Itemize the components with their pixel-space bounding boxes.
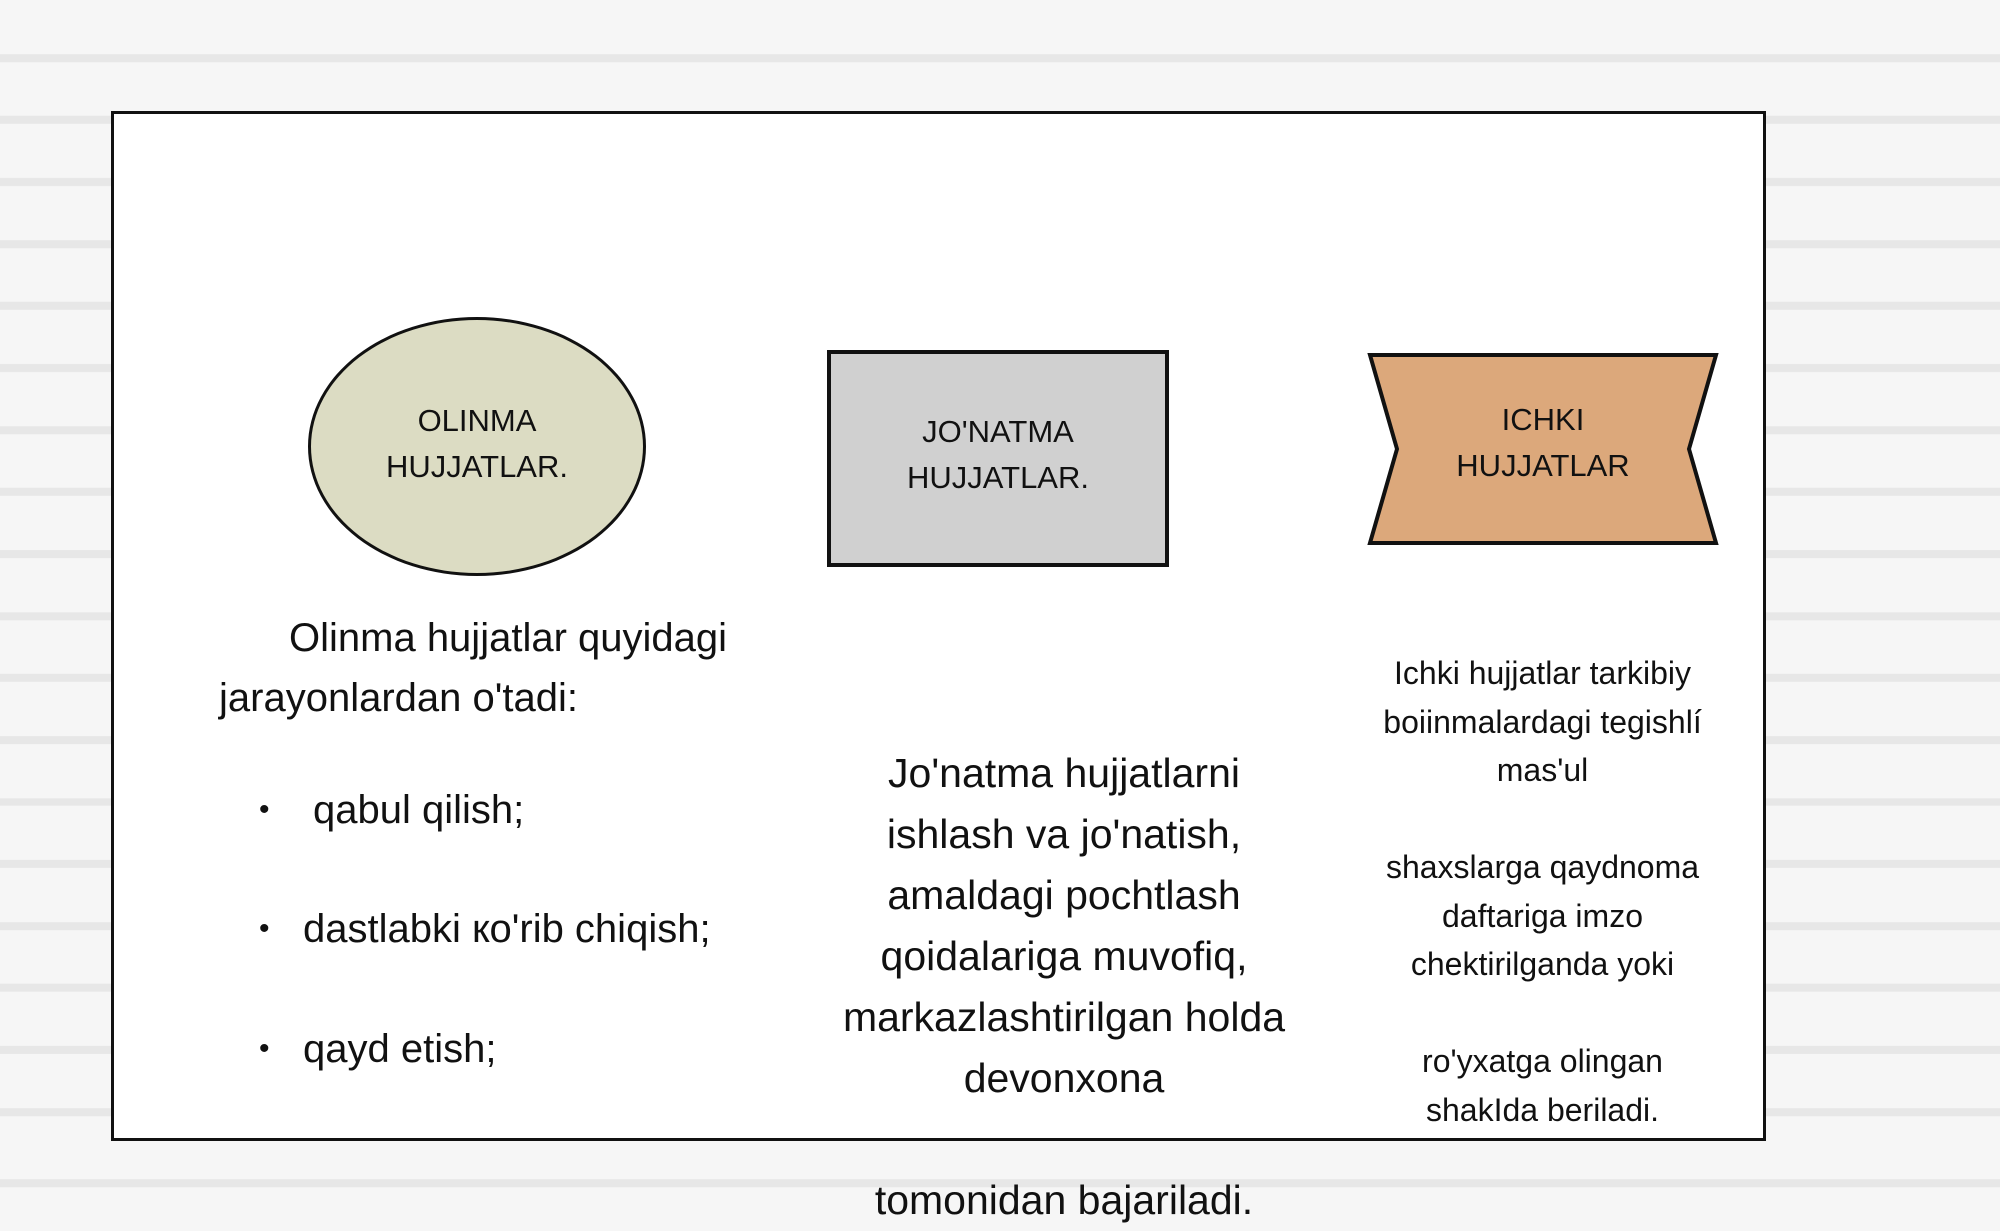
jonatma-line: markazlashtirilgan holda xyxy=(842,994,1286,1040)
jonatma-line: qoidalariga muvofiq, xyxy=(880,933,1248,979)
ichki-line: shaxslarga qaydnoma xyxy=(1385,849,1700,885)
list-item xyxy=(259,780,524,840)
list-item xyxy=(259,1019,496,1079)
ichki-line: ro'yxatga olingan xyxy=(1422,1043,1663,1079)
ichki-line-gap xyxy=(1345,795,1740,844)
olinma-ellipse-shape xyxy=(308,317,646,576)
bullet-dot-icon: • xyxy=(259,912,270,945)
ichki-description xyxy=(1345,649,1740,1134)
ichki-line: mas'ul xyxy=(1496,752,1589,788)
ichki-line: daftariga imzo xyxy=(1442,897,1643,934)
ichki-flag-shape xyxy=(1367,352,1719,546)
bullet-text: qayd etish; xyxy=(303,1027,497,1071)
jonatma-line: Jo'natma hujjatlarni xyxy=(888,750,1240,796)
olinma-intro-text: Olinma hujjatlar quyidagi jarayonlardan o'tadi: xyxy=(219,616,728,720)
ichki-shape-label: ICHKI HUJJATLAR xyxy=(1456,402,1630,483)
ichki-line: chektirilganda yoki xyxy=(1410,946,1675,982)
jonatma-shape-label: JO'NATMA HUJJATLAR. xyxy=(906,414,1089,495)
bullet-dot-icon: • xyxy=(259,793,270,826)
jonatma-line-gap xyxy=(794,1109,1334,1170)
ichki-line: boiinmalardagi tegishlí xyxy=(1383,703,1702,740)
bullet-dot-icon: • xyxy=(259,1032,270,1065)
ichki-line-gap xyxy=(1345,989,1740,1038)
ichki-line: Ichki hujjatlar tarkibiy xyxy=(1394,655,1691,691)
jonatma-rectangle-shape xyxy=(827,350,1169,567)
jonatma-description xyxy=(794,743,1334,1231)
jonatma-line: tomonidan bajariladi. xyxy=(874,1177,1254,1223)
jonatma-line: amaldagi pochtlash xyxy=(887,872,1241,918)
bullet-text: qabul qilish; xyxy=(313,788,525,832)
ichki-line: shakIda beriladi. xyxy=(1425,1091,1660,1128)
jonatma-line: devonxona xyxy=(963,1055,1165,1101)
slide-frame xyxy=(111,111,1766,1223)
list-item xyxy=(259,899,711,959)
bullet-text: dastlabki кo'rib chiqish; xyxy=(303,907,711,951)
jonatma-line: ishlash va jo'natish, xyxy=(886,811,1242,857)
olinma-shape-label: OLINMA HUJJATLAR. xyxy=(385,403,568,484)
